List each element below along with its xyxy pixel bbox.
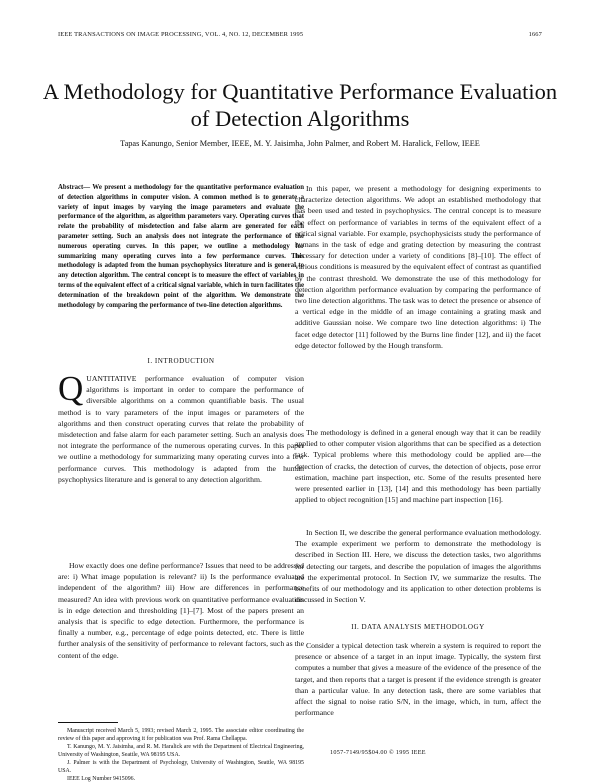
- section-heading-methodology: II. DATA ANALYSIS METHODOLOGY: [351, 623, 485, 631]
- footnote-affiliation-2: J. Palmer is with the Department of Psychology, University of Washington, Seattle, WA 98195 USA.: [58, 760, 304, 774]
- author-line: Tapas Kanungo, Senior Member, IEEE, M. Y. Jaisimha, John Palmer, and Robert M. Haralick, Fellow, IEEE: [120, 139, 480, 148]
- intro-paragraph-1-container: [58, 369, 304, 485]
- paper-title: A Methodology for Quantitative Performance Evaluation of Detection Algorithms: [42, 79, 558, 131]
- footnote-log-number: IEEE Log Number 9415096.: [67, 776, 136, 782]
- right-paragraph-4: Consider a typical detection task wherein a system is required to report the presence or absence of a target in an input image. Typically, the system first computes a number that gives a measure of the evidence of the presence of the target, and then reports that a target is present if the evidence strength is greater than a particular value. In any detection task, there are some variables that affect the signal to noise ratio S/N, in the image, which, in turn, affect the performance: [295, 641, 541, 718]
- intro-paragraph-2: How exactly does one define performance? Issues that need to be addressed are: i) What image population is relevant? ii) Is the performance evaluated independent of the algorithm? iii) How are differences in performance measured? An idea with previous work on quantitative performance evaluation is in edge detection and thresholding [1]–[7]. Most of the papers present an analysis that is specific to edge detection. Furthermore, the performance is finally a number, e.g., percentage of edge points detected, etc. There is little further analysis of the sensitivity of performance to relevant factors, such as the content of the edge.: [58, 561, 304, 660]
- footnote-rule: [58, 722, 118, 723]
- page-number: 1667: [528, 31, 542, 38]
- intro-paragraph-1: UANTITATIVE performance evaluation of computer vision algorithms is important in order to compare the performance of diversible algorithms on a common quantifiable basis. The usual method is to vary parameters of the input images or parameters of the algorithms and then construct operating curves that relate the probability of misdetection and false alarm for each parameter setting. Such an analysis does not integrate the performance of the numerous operating curves. In this paper we outline a methodology for summarizing many operating curves into a few performance curves. This methodology is adapted from the human psychophysics literature and is general to any detection algorithm.: [58, 374, 304, 484]
- drop-cap: Q: [58, 369, 84, 408]
- journal-header: IEEE TRANSACTIONS ON IMAGE PROCESSING, VOL. 4, NO. 12, DECEMBER 1995: [58, 31, 304, 38]
- footnote: [58, 727, 304, 783]
- right-paragraph-3: In Section II, we describe the general performance evaluation methodology. The example experiment we perform to demonstrate the methodology is described in Section III. Here, we discuss the detection tasks, two algorithms for detecting our targets, and describe the population of images the algorithms are the experimental protocol. In Section IV, we summarize the results. The benefits of our methodology and its application to other detection problems is discussed in Section V.: [295, 528, 541, 605]
- right-paragraph-2: The methodology is defined in a general enough way that it can be readily applied to other computer vision algorithms that can be specified as a detection task. Typical problems where this methodology could be applied are—the detection of cracks, the detection of curves, the detection of objects, pose error estimation, machine part inspection, etc. Some of the results presented here were presented earlier in [13], [14] and this methodology has been partially applied to object recognition [15] and machine part inspection [16].: [295, 428, 541, 505]
- footnote-affiliation-1: T. Kanungo, M. Y. Jaisimha, and R. M. Haralick are with the Department of Electrical Engineering, University of Washington, Seattle, WA 98195 USA.: [58, 744, 304, 758]
- abstract: Abstract— We present a methodology for the quantitative performance evaluation of detection algorithms in computer vision. A common method is to generate a variety of input images by varying the image parameters and evaluate the performance of the algorithm, as algorithm parameters vary. Operating curves that relate the probability of misdetection and false alarm are generated for each parameter setting. Such an analysis does not integrate the performance of the numerous operating curves. In this paper, we outline a methodology for summarizing many operating curves into a few performance curves. This methodology is adapted from the human psychophysics literature and is general to any detection algorithm. The central concept is to measure the effect of variables in terms of the equivalent effect of a critical signal variable, which in turn facilitates the determination of the breakdown point of the algorithm. We demonstrate the methodology by comparing the performance of two-line detection algorithms.: [58, 184, 304, 309]
- footnote-received: Manuscript received March 5, 1993; revised March 2, 1995. The associate editor coordinating the review of this paper and approving it for publication was Prof. Rama Chellappa.: [58, 728, 304, 742]
- section-heading-introduction: I. INTRODUCTION: [147, 357, 215, 365]
- copyright-line: 1057-7149/95$04.00 © 1995 IEEE: [330, 749, 426, 756]
- running-header: [58, 31, 542, 41]
- right-paragraph-1: In this paper, we present a methodology for designing experiments to characterize detection algorithms. We adopt an established methodology that has been used and tested in psychophysics. The central concept is to measure the effect on performance of variables in terms of the equivalent effect of a critical signal variable. For example, psychophysicists study the performance of humans in the task of edge and grating detection by measuring the contrast necessary for detection under a variety of conditions [8]–[10]. The effect of various conditions is measured by the equivalent effect of contrast as quantified by the contrast threshold. We demonstrate the use of this methodology for detection algorithm performance evaluation by comparing the performance of two line detection algorithms. The task was to detect the presence or absence of a vertical edge in the middle of an image containing a grating mask and additive Gaussian noise. We compare two line detection algorithms: i) The facet edge detector [11] followed by the Burns line finder [12], and ii) the facet edge detector followed by the Hough transform.: [295, 184, 541, 350]
